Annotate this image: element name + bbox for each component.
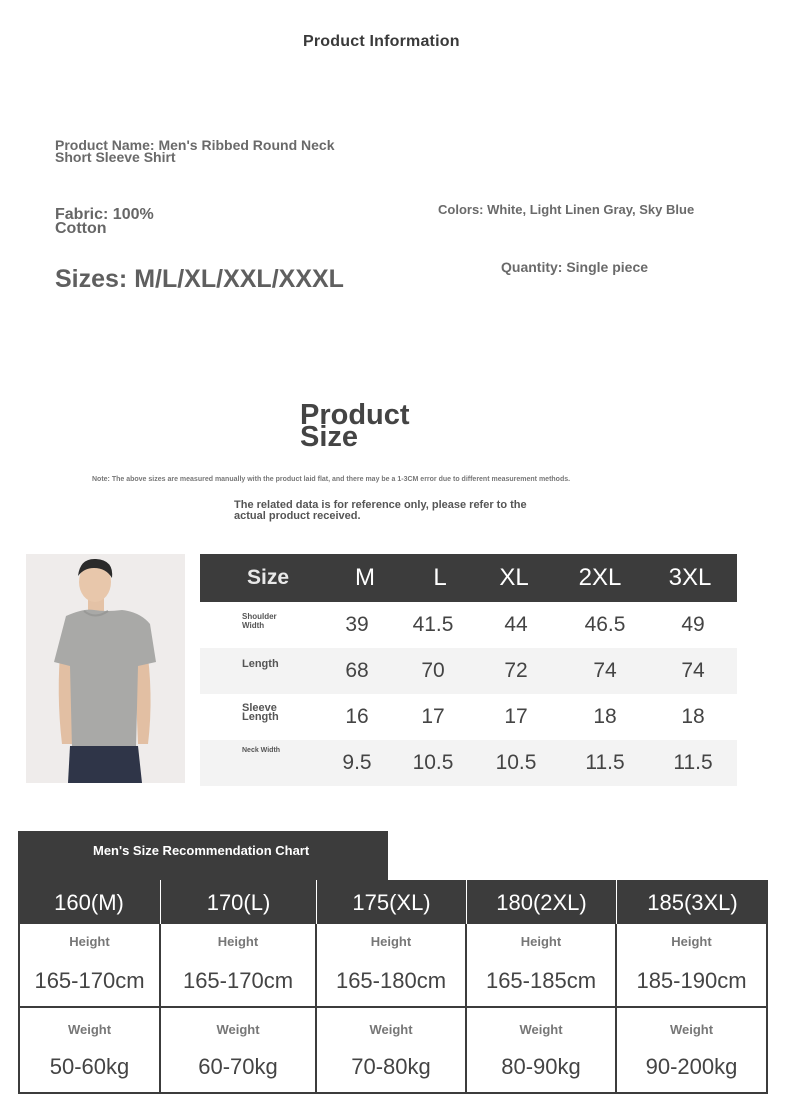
size-col-2xl: 2XL (578, 564, 622, 591)
height-cell (467, 924, 617, 1006)
height-cell (617, 924, 768, 1006)
weight-cell (317, 1008, 467, 1092)
table-cell: 11.5 (673, 751, 713, 774)
height-value: 165-180cm (335, 968, 447, 993)
model-illustration (26, 554, 185, 783)
rec-size-2xl: 180(2XL) (467, 880, 617, 924)
sizes: Sizes: M/L/XL/XXL/XXXL (55, 265, 344, 293)
height-value: 165-170cm (182, 968, 294, 993)
height-label: Height (69, 934, 110, 949)
table-cell: 41.5 (412, 613, 454, 636)
table-cell: 18 (593, 705, 617, 728)
size-col-l: L (433, 564, 447, 591)
table-cell: 10.5 (412, 751, 454, 774)
table-cell: 10.5 (495, 751, 537, 774)
quantity: Quantity: Single piece (501, 259, 649, 275)
height-label: Height (520, 934, 562, 949)
table-row (200, 602, 737, 648)
size-col-m: M (355, 564, 375, 591)
colors: Colors: White, Light Linen Gray, Sky Blue (438, 202, 695, 217)
recommendation-title: Men's Size Recommendation Chart (93, 843, 310, 858)
size-table-header (200, 554, 737, 602)
size-col-xl: XL (499, 564, 529, 591)
row-label-shoulder-width: Shoulder Width (242, 612, 277, 630)
height-cell (20, 924, 161, 1006)
height-value: 185-190cm (636, 968, 747, 993)
table-row (200, 648, 737, 694)
weight-cell (20, 1008, 161, 1092)
rec-size-xl: 175(XL) (317, 880, 467, 924)
model-photo (26, 554, 185, 783)
table-cell: 18 (681, 705, 705, 728)
rec-size-m: 160(M) (18, 880, 161, 924)
table-cell: 44 (504, 613, 528, 636)
weight-value: 60-70kg (198, 1054, 278, 1079)
row-label-neck-width: Neck Width (242, 747, 281, 754)
table-cell: 39 (345, 613, 369, 636)
rec-size-l: 170(L) (161, 880, 317, 924)
product-name: Product Name: Men's Ribbed Round Neck Short Sleeve Shirt (55, 137, 335, 165)
height-label: Height (370, 934, 412, 949)
table-cell: 74 (593, 659, 617, 682)
height-row (18, 924, 768, 1008)
weight-label: Weight (519, 1022, 563, 1037)
product-size-title: Product Size (300, 399, 410, 453)
height-cell (317, 924, 467, 1006)
height-label: Height (671, 934, 712, 949)
info-title: Product Information (303, 33, 460, 50)
weight-label: Weight (369, 1022, 413, 1037)
weight-row (18, 1008, 768, 1094)
fabric: Fabric: 100% Cotton (55, 206, 154, 237)
table-row (200, 740, 737, 786)
row-label-sleeve-length: Sleeve Length (242, 702, 279, 723)
rec-size-3xl: 185(3XL) (647, 890, 738, 915)
row-label-length: Length (242, 658, 279, 670)
table-cell: 72 (504, 659, 528, 682)
height-cell (161, 924, 317, 1006)
weight-label: Weight (669, 1022, 714, 1037)
weight-cell (161, 1008, 317, 1092)
height-value: 165-170cm (34, 968, 145, 993)
weight-label: Weight (216, 1022, 260, 1037)
weight-value: 80-90kg (501, 1054, 581, 1079)
table-cell: 9.5 (342, 751, 372, 774)
measurement-note: Note: The above sizes are measured manually with the product laid flat, and there may be a 1-3CM error due to different measurement methods. (92, 476, 571, 483)
size-header-label: Size (246, 566, 290, 589)
table-cell: 49 (681, 613, 705, 636)
recommendation-grid (18, 880, 768, 1094)
table-cell: 17 (421, 705, 445, 728)
weight-cell (467, 1008, 617, 1092)
table-row (200, 694, 737, 740)
recommendation-header (18, 880, 768, 924)
size-col-3xl: 3XL (668, 564, 712, 591)
weight-value: 70-80kg (351, 1054, 431, 1079)
size-table (200, 554, 737, 786)
height-value: 165-185cm (485, 968, 597, 993)
table-cell: 70 (421, 659, 445, 682)
weight-value: 50-60kg (49, 1054, 130, 1079)
height-label: Height (217, 934, 259, 949)
table-cell: 11.5 (585, 751, 625, 774)
weight-label: Weight (67, 1022, 112, 1037)
table-cell: 17 (504, 705, 528, 728)
weight-value: 90-200kg (645, 1054, 738, 1079)
table-cell: 16 (345, 705, 369, 728)
table-cell: 68 (345, 659, 369, 682)
table-cell: 74 (681, 659, 705, 682)
table-cell: 46.5 (584, 613, 626, 636)
weight-cell (617, 1008, 768, 1092)
reference-note: The related data is for reference only, please refer to the actual product received. (234, 499, 527, 522)
